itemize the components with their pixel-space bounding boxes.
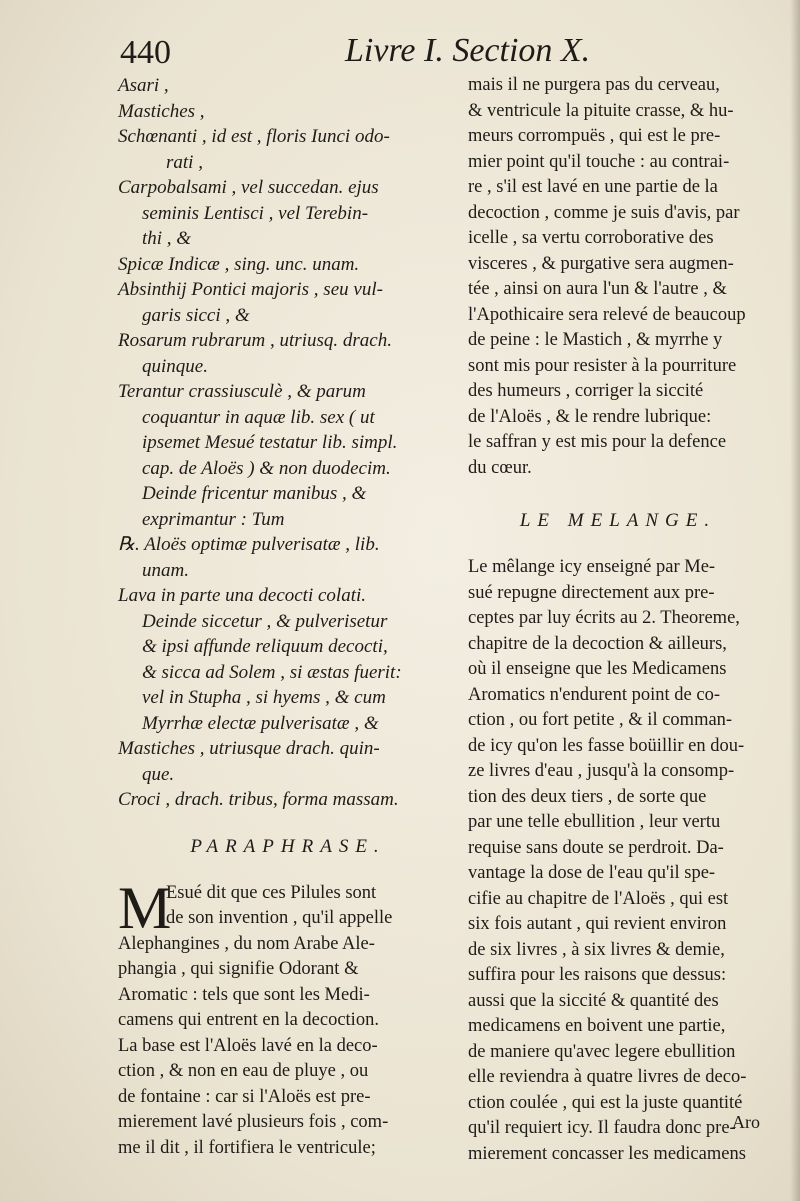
prose-line: cifie au chapitre de l'Aloës , qui est [468,888,729,909]
recipe-line: Asari , [118,75,169,96]
recipe-line: Schœnanti , id est , floris Iunci odo- [118,126,390,147]
prose-line: qu'il requiert icy. Il faudra donc pre- [468,1118,736,1138]
left-column [118,73,458,1161]
prose-line: sué repugne directement aux pre- [468,582,715,603]
prose-line: de l'Aloës , & le rendre lubrique: [468,406,712,427]
prose-line: tée , ainsi on aura l'un & l'autre , & [468,279,727,299]
prose-line: requise sans doute se perdroit. Da- [468,837,724,858]
recipe-line: que. [142,763,175,785]
prose-line: meurs corrompuës , qui est le pre- [468,126,721,146]
recipe-line: Deinde fricentur manibus , & [142,483,367,504]
recipe-line: Lava in parte una decocti colati. [118,585,367,606]
prose-line: ze livres d'eau , jusqu'à la consomp- [468,761,735,781]
prose-line: decoction , comme je suis d'avis, par [468,202,740,223]
prose-line: de maniere qu'avec legere ebullition [468,1041,736,1062]
recipe-line: Deinde siccetur , & pulverisetur [142,610,388,632]
recipe-line: Terantur crassiusculè , & parum [118,381,366,402]
prose-line: phangia , qui signifie Odorant & [118,959,359,979]
prose-line: La base est l'Aloës lavé en la deco- [118,1035,378,1056]
prose-line: de son invention , qu'il appelle [166,908,393,928]
prose-line: & ventricule la pituite crasse, & hu- [468,100,734,121]
prose-line: du cœur. [468,457,532,478]
prose-line: de fontaine : car si l'Aloës est pre- [118,1086,371,1107]
prose-line: l'Apothicaire sera relevé de beaucoup [468,304,746,325]
page-number: 440 [120,34,171,71]
drop-cap: M [118,874,172,941]
recipe-line: Spicæ Indicæ , sing. unc. unam. [118,253,360,275]
recipe-line: & ipsi affunde reliquum decocti, [142,636,388,657]
prose-line: par une telle ebullition , leur vertu [468,812,721,832]
right-prose-bottom [468,555,768,1167]
prose-line: ction , & non en eau de pluye , ou [118,1061,369,1081]
prose-line: Aromatic : tels que sont les Medi- [118,984,370,1005]
recipe-line: seminis Lentisci , vel Terebin- [142,202,369,224]
recipe-line: coquantur in aquæ lib. sex ( ut [142,406,375,428]
prose-line: medicamens en boivent une partie, [468,1016,726,1036]
prose-line: mais il ne purgera pas du cerveau, [468,75,720,95]
recipe-line: vel in Stupha , si hyems , & cum [142,687,386,708]
recipe-line: cap. de Aloës ) & non duodecim. [142,457,391,479]
prose-line: Le mêlange icy enseigné par Me- [468,557,716,577]
paraphrase-text [118,874,458,1162]
prose-line: visceres , & purgative sera augmen- [468,253,734,274]
recipe-line: ipsemet Mesué testatur lib. simpl. [142,432,398,453]
prose-line: de peine : le Mastich , & myrrhe y [468,330,723,350]
prose-line: ction , ou fort petite , & il comman- [468,710,733,730]
prose-line: mierement lavé plusieurs fois , com- [118,1112,389,1132]
recipe-line: ℞. Aloës optimæ pulverisatæ , lib. [118,534,380,555]
prose-line: elle reviendra à quatre livres de deco- [468,1067,747,1087]
right-prose-top [468,73,768,481]
prose-line: ction coulée , qui est la juste quantité [468,1092,743,1113]
recipe-block [118,73,458,813]
right-column [468,73,768,1167]
prose-line: sont mis pour resister à la pourriture [468,355,737,376]
recipe-line: unam. [142,559,189,581]
recipe-line: Mastiches , utriusque drach. quin- [118,738,380,759]
prose-line: le saffran y est mis pour la defence [468,432,727,452]
recipe-line: Absinthij Pontici majoris , seu vul- [118,279,383,300]
catch-word: Aro [732,1112,760,1132]
page-edge-shadow [790,0,800,1201]
recipe-line: rati , [166,151,203,173]
section-heading-melange: LE MELANGE. [519,510,717,531]
recipe-line: Mastiches , [118,100,205,122]
prose-line: icelle , sa vertu corroborative des [468,228,714,248]
recipe-line: Myrrhæ electæ pulverisatæ , & [142,712,379,734]
recipe-line: Rosarum rubrarum , utriusq. drach. [118,330,392,351]
prose-line: Esué dit que ces Pilules sont [166,882,377,903]
prose-line: ceptes par luy écrits au 2. Theoreme, [468,608,740,628]
section-heading-paraphrase: PARAPHRASE. [190,835,386,857]
prose-line: Alephangines , du nom Arabe Ale- [118,933,375,954]
prose-line: chapitre de la decoction & ailleurs, [468,633,727,654]
prose-line: des humeurs , corriger la siccité [468,381,704,401]
recipe-line: Carpobalsami , vel succedan. ejus [118,177,379,198]
prose-line: me il dit , il fortifiera le ventricule; [118,1137,376,1158]
recipe-line: exprimantur : Tum [142,508,285,530]
recipe-line: quinque. [142,355,208,377]
prose-line: tion des deux tiers , de sorte que [468,786,707,807]
prose-line: aussi que la siccité & quantité des [468,990,719,1011]
prose-line: où il enseigne que les Medicamens [468,659,727,679]
prose-line: re , s'il est lavé en une partie de la [468,177,718,197]
recipe-line: Croci , drach. tribus, forma massam. [118,789,399,810]
prose-line: mier point qu'il touche : au contrai- [468,151,730,172]
prose-line: camens qui entrent en la decoction. [118,1010,379,1030]
prose-line: de six livres , à six livres & demie, [468,939,725,960]
recipe-line: thi , & [142,228,192,249]
prose-line: vantage la dose de l'eau qu'il spe- [468,863,716,883]
recipe-line: garis sicci , & [142,304,250,326]
recipe-line: & sicca ad Solem , si æstas fuerit: [142,661,402,683]
prose-line: six fois autant , qui revient environ [468,914,727,934]
prose-line: de icy qu'on les fasse boüillir en dou- [468,735,745,756]
prose-line: Aromatics n'endurent point de co- [468,684,720,705]
running-head: Livre I. Section X. [345,32,591,69]
page-header [120,30,640,74]
prose-line: mierement concasser les medicamens [468,1143,746,1164]
prose-line: suffira pour les raisons que dessus: [468,965,727,985]
